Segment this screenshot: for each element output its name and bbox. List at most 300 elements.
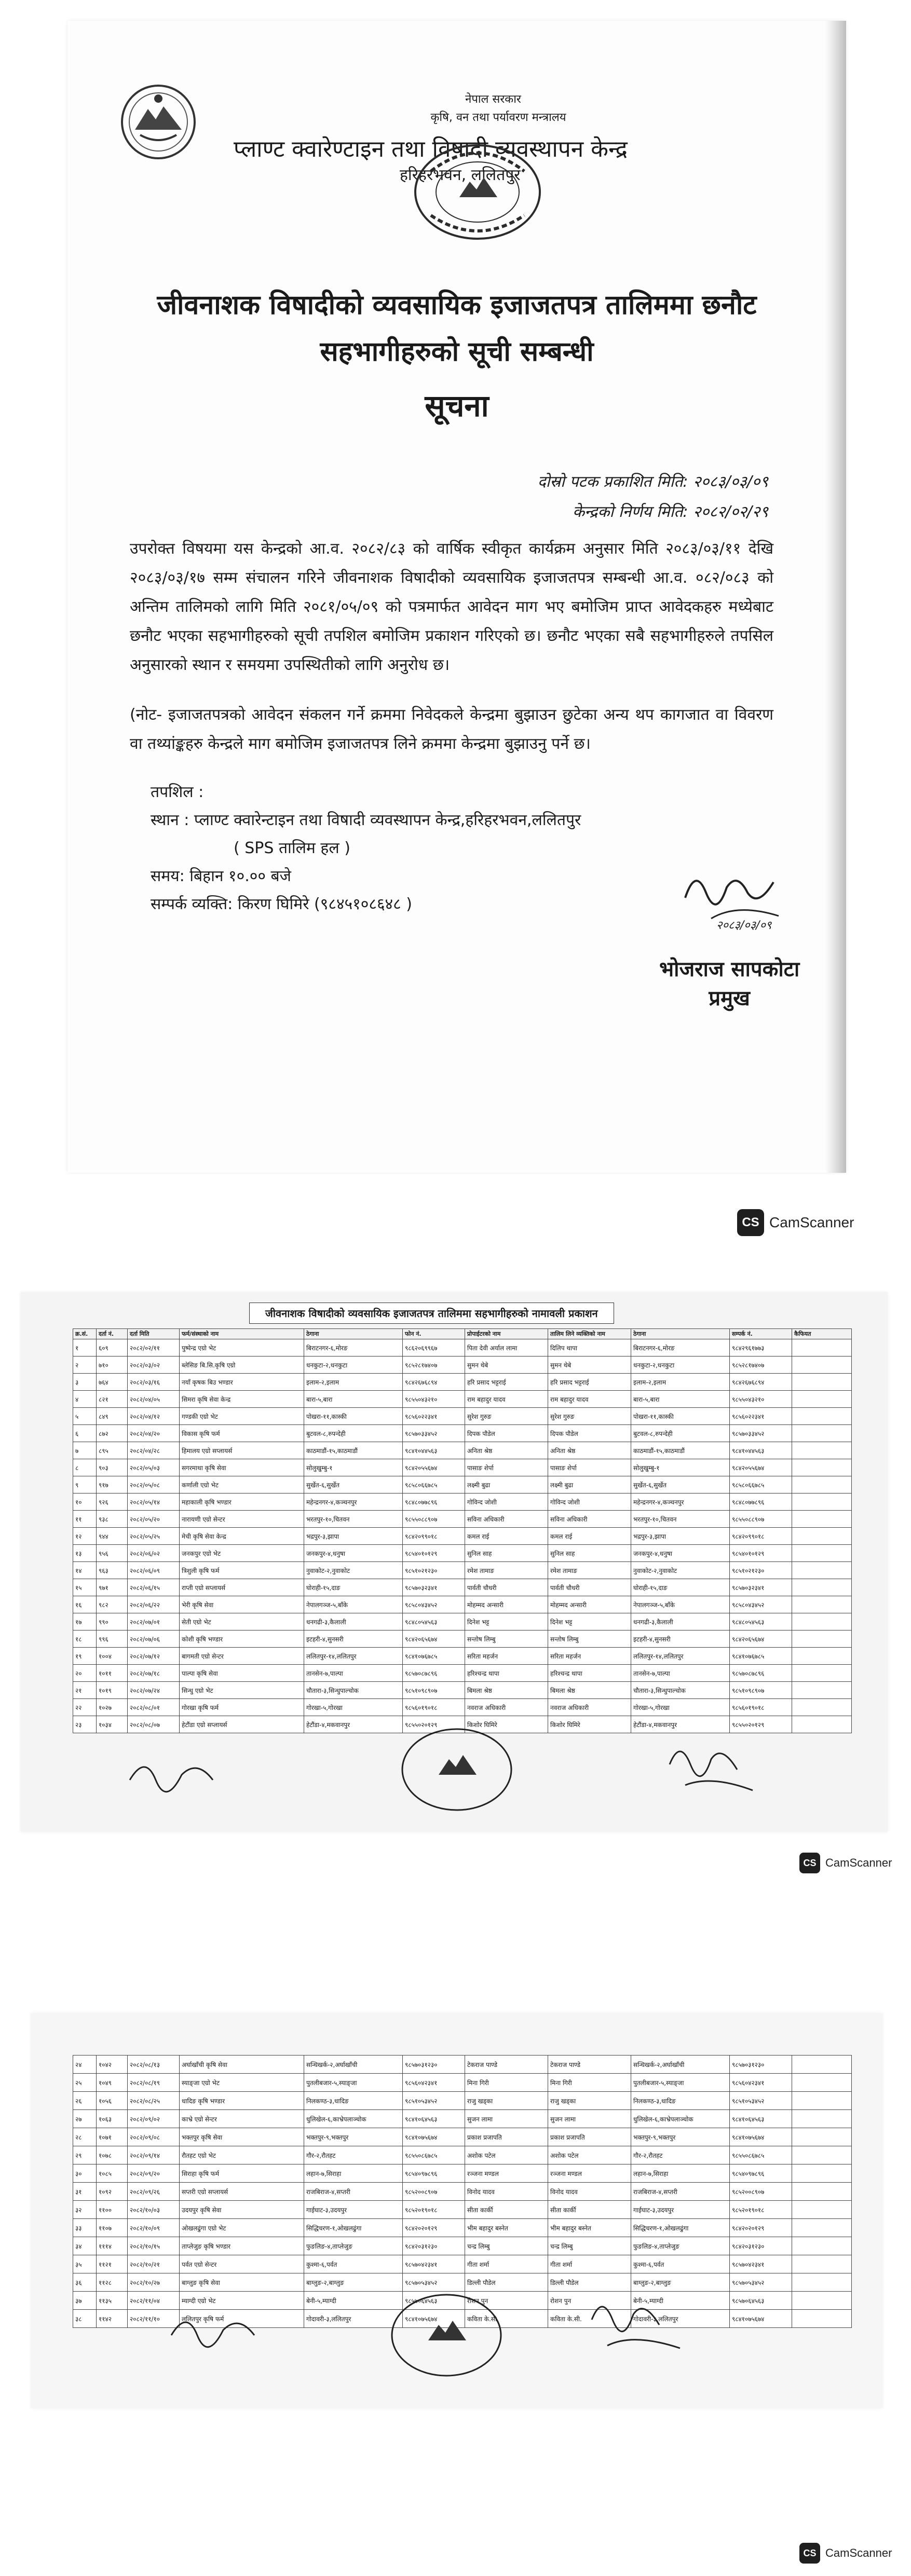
table-cell: १००४ [97,1648,128,1665]
table-row [73,1630,852,1648]
table-cell: ९८५७०५३४५२ [403,2273,465,2292]
table-cell: १०४२ [97,2056,128,2074]
table-cell: सुरेश गुरुङ [465,1408,548,1425]
table-cell: ९८५१०५३४५२ [403,2092,465,2110]
table-cell: सिराहा कृषि फर्म [180,2164,304,2183]
table-cell: २४ [73,2056,97,2074]
table-cell: जनकपुर-४,धनुषा [631,1545,730,1562]
camscanner-logo-icon: CS [799,1853,820,1873]
table-cell: सुमन थेबे [465,1356,548,1374]
table-cell: ३४ [73,2237,97,2255]
table-cell: कविता के.सी. [548,2310,631,2328]
table-cell: २९ [73,2146,97,2164]
table-cell: रञ्जना मण्डल [548,2164,631,2183]
table-cell: ११४२ [97,2310,128,2328]
table-cell [792,1476,852,1493]
table-row [73,1356,852,1374]
table-cell: पर्वत एग्रो सेन्टर [180,2255,304,2273]
table-cell [792,1596,852,1613]
office-stamp-small-icon [384,2289,509,2382]
table-cell: दिनेश भट्ट [465,1613,548,1630]
table-cell: राजबिराज-४,सप्तरी [631,2183,730,2201]
table-cell: सीता कार्की [548,2201,631,2219]
table-cell: पोखरा-११,कास्की [304,1408,403,1425]
table-cell: भरतपुर-१०,चितवन [631,1511,730,1528]
table-cell: ९८५६०४२३४१ [403,2074,465,2092]
table-cell: ९८५२८१७४०७ [730,1356,792,1374]
table-cell: डिल्ली पौडेल [465,2273,548,2292]
table-row [73,2255,852,2273]
notice-page [67,21,846,1173]
table-cell: ९८४१०७६७८५ [403,1648,465,1665]
table-cell [792,2292,852,2310]
table-cell: २०८२/०६/०२ [128,1545,180,1562]
table-cell: ९८५६०२२३४१ [730,1408,792,1425]
sign-date: २०८३/०३/०९ [716,919,772,932]
table-cell [792,2128,852,2146]
table-cell: बारा-५,बारा [304,1391,403,1408]
table-cell: रमेश तामाङ [465,1562,548,1579]
table-cell: २०८२/०३/०२ [128,1356,180,1374]
table-row [73,1528,852,1545]
table-cell: सन्धिखर्क-२,अर्घाखाँची [304,2056,403,2074]
table-cell: ९८५७०३३४५२ [730,1425,792,1442]
table-cell: रोशन पुन [465,2292,548,2310]
table-cell: मोहम्मद अन्सारी [548,1596,631,1613]
table-cell: २७ [73,2110,97,2128]
table-cell: ९६३ [97,1562,128,1579]
table-cell [792,1613,852,1630]
participant-list-page-2 [31,2013,882,2408]
table-cell: सन्तोष लिम्बु [548,1630,631,1648]
table-cell: २०८२/०५/१४ [128,1493,180,1511]
table-cell: सगरमाथा कृषि सेवा [180,1459,304,1476]
table-cell: हिमालय एग्रो सप्लायर्स [180,1442,304,1459]
table-cell: ९८४८०५४५६३ [403,1613,465,1630]
table-header-cell: फोन नं. [403,1329,465,1339]
table-cell: ८७२ [97,1425,128,1442]
table-cell: टेकराज पाण्डे [465,2056,548,2074]
table-row [73,1648,852,1665]
table-cell: ९८४८०५४५६३ [730,1613,792,1630]
table-cell: ११०० [97,2201,128,2219]
table-cell: पार्वती चौधरी [548,1579,631,1596]
table-row [73,1682,852,1699]
table-cell: ९८२ [97,1596,128,1613]
notice-note: (नोट- इजाजतपत्रको आवेदन संकलन गर्ने क्रममा निवेदकले केन्द्रमा बुझाउन छुटेका अन्य थप कागजात वा विवरण वा तथ्यांङ्कहरु केन्द्रले माग बमोजिम इजाजतपत्र लिने क्रममा केन्द्रमा बुझाउनु पर्ने छ। [130,706,773,753]
table-cell: भक्तपुर कृषि सेवा [180,2128,304,2146]
signer-name: भोजराज सापकोटा [659,957,800,981]
table-cell: ९८५५०४३२१० [403,1391,465,1408]
table-header-cell: ठेगाना [304,1329,403,1339]
table-cell: सरिता महर्जन [548,1648,631,1665]
table-cell: पुष्पेन्द्र एग्रो भेट [180,1339,304,1356]
table-cell: कमल राई [465,1528,548,1545]
table-cell: निलकण्ठ-३,धादिङ [304,2092,403,2110]
table-cell: गाईघाट-३,उदयपुर [631,2201,730,2219]
table-cell: १९ [73,1648,97,1665]
table-cell: ९८४८०७७८९६ [730,1493,792,1511]
venue-hall: ( SPS तालिम हल ) [234,839,350,857]
table-cell: ९८४२०५५६७४ [730,1459,792,1476]
table-cell [792,1493,852,1511]
table-header-cell: प्रोपाईटरको नाम [465,1329,548,1339]
table-cell: २५ [73,2074,97,2092]
table-row [73,1476,852,1493]
table-cell: नारायणी एग्रो सेन्टर [180,1511,304,1528]
table-cell: गीता शर्मा [548,2255,631,2273]
table-cell: १०३४ [97,1716,128,1733]
table-cell: भीम बहादुर बस्नेत [548,2219,631,2237]
table-cell: अर्घाखाँची कृषि सेवा [180,2056,304,2074]
table-row [73,2110,852,2128]
org-address: हरिहरभवन, ललितपुर [400,166,521,184]
table-cell: २०८२/०२/११ [128,1339,180,1356]
table-cell: ७१० [97,1356,128,1374]
table-title: जीवनाशक विषादीको व्यवसायिक इजाजतपत्र तालिममा सहभागीहरुको नामावली प्रकाशन [249,1303,614,1324]
table-cell: ९८५८०४३४५२ [403,1596,465,1613]
camscanner-label: CamScanner [825,2546,892,2559]
camscanner-label: CamScanner [825,1856,892,1869]
table-cell [792,1425,852,1442]
table-cell: सिमरा कृषि सेवा केन्द्र [180,1391,304,1408]
table-cell: ८९५ [97,1442,128,1459]
table-cell: ९८५१०२१२३० [730,1562,792,1579]
table-cell: लहान-७,सिराहा [631,2164,730,2183]
table-cell: ६ [73,1425,97,1442]
table-cell: हेटौंडा-४,मकवानपुर [304,1716,403,1733]
table-cell: ९८४१०७५६७४ [403,2310,465,2328]
table-cell: ९८४२०३१२३० [403,2237,465,2255]
signature-right-icon [659,1728,763,1801]
table-cell [792,1339,852,1356]
table-cell: तानसेन-७,पाल्पा [631,1665,730,1682]
table-cell: ९८५२०१९०१८ [403,2201,465,2219]
table-cell: मिना गिरी [465,2074,548,2092]
venue-time: समय: बिहान १०.०० बजे [151,867,291,885]
table-cell: रौतहट एग्रो भेट [180,2146,304,2164]
table-cell: सुमन थेबे [548,1356,631,1374]
table-row [73,2128,852,2146]
table-cell: २०८२/११/०४ [128,2292,180,2310]
table-cell: सन्तोष लिम्बु [465,1630,548,1648]
office-stamp-small-icon [395,1723,519,1816]
table-cell: निलकण्ठ-३,धादिङ [631,2092,730,2110]
signature-left-icon [166,2304,270,2356]
table-cell: हेटौंडा एग्रो सप्लायर्स [180,1716,304,1733]
table-cell: सुर्खेत-६,सुर्खेत [631,1476,730,1493]
table-cell: गौर-२,रौतहट [304,2146,403,2164]
table-cell [792,1699,852,1716]
table-row [73,1665,852,1682]
table-cell [792,2201,852,2219]
table-cell: सोलुखुम्बु-१ [304,1459,403,1476]
table-row [73,1511,852,1528]
table-cell: कुश्मा-६,पर्वत [304,2255,403,2273]
table-cell [792,1579,852,1596]
table-cell: ९८४८०७७८९६ [403,1493,465,1511]
table-cell: १८ [73,1630,97,1648]
table-cell: बागमती एग्रो सेन्टर [180,1648,304,1665]
table-cell [792,1391,852,1408]
table-cell: ९८५४०९७८९६ [403,2164,465,2183]
table-cell: किशोर घिमिरे [548,1716,631,1733]
table-cell [792,2056,852,2074]
table-cell: २०८२/०३/१६ [128,1374,180,1391]
table-cell: २०८२/०४/२० [128,1425,180,1442]
table-cell: बाग्लुङ कृषि सेवा [180,2273,304,2292]
table-cell: मोहम्मद अन्सारी [465,1596,548,1613]
table-cell: नवराज अधिकारी [548,1699,631,1716]
table-cell: गोरखा-५,गोरखा [304,1699,403,1716]
table-cell: ९ [73,1476,97,1493]
table-cell: ९८५५०२०१२९ [403,1716,465,1733]
table-cell: नेपालगञ्ज-५,बाँके [304,1596,403,1613]
table-cell: राम बहादुर यादव [465,1391,548,1408]
table-cell [792,1682,852,1699]
table-cell: ३५ [73,2255,97,2273]
table-cell: २ [73,1356,97,1374]
table-cell: ९८५५०८६७८५ [730,2146,792,2164]
table-cell: २०८२/०८/१९ [128,2074,180,2092]
table-cell: १ [73,1339,97,1356]
office-stamp-icon [410,140,545,244]
table-cell: सुजन लामा [548,2110,631,2128]
table-cell: बिराटनगर-६,मोरङ [304,1339,403,1356]
table-cell: राजु खड्का [548,2092,631,2110]
table-cell: २०८२/०५/०३ [128,1459,180,1476]
table-cell: जनकपुर-४,धनुषा [304,1545,403,1562]
table-cell: राजु खड्का [465,2092,548,2110]
table-cell: ९८५८०४३४५२ [730,1596,792,1613]
ministry-name: कृषि, वन तथा पर्यावरण मन्त्रालय [430,111,566,124]
table-cell: महेन्द्रनगर-४,कञ्चनपुर [631,1493,730,1511]
camscanner-label: CamScanner [769,1214,854,1230]
table-cell: राप्ती एग्रो सप्लायर्स [180,1579,304,1596]
table-cell: मिना गिरी [548,2074,631,2092]
camscanner-logo-icon: CS [799,2543,820,2564]
table-row [73,1339,852,1356]
table-cell: कविता के.सी. [465,2310,548,2328]
table-cell: ३२ [73,2201,97,2219]
table-cell [792,1665,852,1682]
table-cell: भरतपुर-१०,चितवन [304,1511,403,1528]
table-cell: ४ [73,1391,97,1408]
signature-icon [675,856,799,934]
table-cell: ११०७ [97,2219,128,2237]
table-cell: घोराही-१५,दाङ [304,1579,403,1596]
table-header-row [73,1329,852,1339]
table-cell: विकास कृषि फर्म [180,1425,304,1442]
table-cell: १०५६ [97,2092,128,2110]
org-name: प्लाण्ट क्वारेण्टाइन तथा विषादी व्यवस्थापन केन्द्र [234,136,628,162]
table-cell: अनिता श्रेष्ठ [548,1442,631,1459]
signature-right-icon [581,2283,696,2361]
table-cell: धुलिखेल-६,काभ्रेपलाञ्चोक [631,2110,730,2128]
table-cell: १७ [73,1613,97,1630]
table-cell: काठमाडौं-१५,काठमाडौं [631,1442,730,1459]
table-cell: पासाङ शेर्पा [548,1459,631,1476]
venue-details [151,778,581,919]
table-cell: काठमाडौं-१५,काठमाडौं [304,1442,403,1459]
table-cell: ओखलढुंगा एग्रो भेट [180,2219,304,2237]
camscanner-badge-3 [799,2543,892,2564]
table-cell: सिद्धिचरण-१,ओखलढुंगा [631,2219,730,2237]
table-cell: रञ्जना मण्डल [465,2164,548,2183]
tapasil-label: तपशिल : [151,783,204,801]
venue-location: स्थान : प्लाण्ट क्वारेन्टाइन तथा विषादी व्यवस्थापन केन्द्र,हरिहरभवन,ललितपुर [151,811,581,829]
table-cell [792,2146,852,2164]
table-cell: राम बहादुर यादव [548,1391,631,1408]
table-cell: ९८५७०८७८९६ [730,1665,792,1682]
table-cell: २०८२/०७/२४ [128,1682,180,1699]
table-cell: ९७१ [97,1579,128,1596]
table-cell: कुश्मा-६,पर्वत [631,2255,730,2273]
table-cell: ९८५६०१९०१८ [730,1699,792,1716]
table-cell [792,2183,852,2201]
table-cell: ९८४१०७५६७४ [730,2128,792,2146]
table-cell: सेती एग्रो भेट [180,1613,304,1630]
table-cell: प्रकाश प्रजापति [465,2128,548,2146]
table-cell: २०८२/०४/०५ [128,1391,180,1408]
table-cell: ९८५७०३१२३० [730,2056,792,2074]
table-cell [792,1648,852,1665]
table-cell: भीम बहादुर बस्नेत [465,2219,548,2237]
camscanner-badge-2 [799,1853,892,1873]
table-cell: ८२१ [97,1391,128,1408]
gov-name: नेपाल सरकार [465,93,521,106]
table-cell: इटहरी-४,सुनसरी [631,1630,730,1648]
table-cell: ९८५६०१९०१८ [403,1699,465,1716]
table-cell: ३८ [73,2310,97,2328]
table-cell: ९८५५०४३२१० [730,1391,792,1408]
table-cell: २८ [73,2128,97,2146]
table-row [73,2201,852,2219]
table-cell: पिता देवी अर्याल लामा [465,1339,548,1356]
table-cell: ७६४ [97,1374,128,1391]
table-cell: हरिश्चन्द्र थापा [548,1665,631,1682]
table-cell: अनिता श्रेष्ठ [465,1442,548,1459]
table-cell: ९८५७०४२३४१ [730,2255,792,2273]
table-cell: नवराज अधिकारी [465,1699,548,1716]
table-cell: हरि प्रसाद भट्टराई [465,1374,548,1391]
table-cell: ३० [73,2164,97,2183]
table-cell: सुरेश गुरुङ [548,1408,631,1425]
table-row [73,1442,852,1459]
table-cell: ९८५७०३२३४१ [403,1579,465,1596]
table-cell: सरिता महर्जन [465,1648,548,1665]
table-cell: पोखरा-११,कास्की [631,1408,730,1425]
table-cell: सिन्धु एग्रो भेट [180,1682,304,1699]
table-cell: ९८४२०६५६७४ [730,1630,792,1648]
table-header-cell: फर्म/संस्थाको नाम [180,1329,304,1339]
table-cell: १०११ [97,1665,128,1682]
table-cell: १५ [73,1579,97,1596]
table-cell: ९८५७०४२३४१ [403,2255,465,2273]
table-cell: बिमला श्रेष्ठ [465,1682,548,1699]
table-cell: किशोर घिमिरे [465,1716,548,1733]
table-cell: बेनी-५,म्याग्दी [304,2292,403,2310]
table-cell: ९८५६०४२३४१ [730,2074,792,2092]
table-cell: भेरी कृषि सेवा [180,1596,304,1613]
table-cell: कमल राई [548,1528,631,1545]
table-cell [792,2110,852,2128]
contact-person: सम्पर्क व्यक्ति: किरण घिमिरे (९८४५१०८६४८ ) [151,895,412,913]
table-cell: बाग्लुङ-२,बाग्लुङ [304,2273,403,2292]
table-cell: २३ [73,1716,97,1733]
table-cell: ९८५२००८९०७ [403,2183,465,2201]
table-cell: १० [73,1493,97,1511]
table-cell: पुतलीबजार-५,स्याङ्जा [304,2074,403,2092]
table-cell: लहान-७,सिराहा [304,2164,403,2183]
table-cell: १२ [73,1528,97,1545]
table-cell: इलाम-२,इलाम [631,1374,730,1391]
table-cell: २०८२/०९/२६ [128,2183,180,2201]
table-cell [792,1545,852,1562]
table-cell: दिलिप थापा [548,1339,631,1356]
table-cell: सुनिल साह [548,1545,631,1562]
table-row [73,1408,852,1425]
table-cell: २०८२/०९/०२ [128,2110,180,2128]
table-cell: धनगढी-३,कैलाली [631,1613,730,1630]
table-header-cell: ठेगाना [631,1329,730,1339]
table-row [73,1562,852,1579]
table-cell: ९८५८०६६७८५ [403,1476,465,1493]
table-cell: ९८४२०६५६७४ [403,1630,465,1648]
table-cell: ८ [73,1459,97,1476]
table-cell [792,1562,852,1579]
table-cell: गोरखा-५,गोरखा [631,1699,730,1716]
table-cell: बारा-५,बारा [631,1391,730,1408]
table-cell: भद्रपुर-३,झापा [631,1528,730,1545]
table-cell: ९८५२००८९०७ [730,2183,792,2201]
table-cell: ९८५१०९८९०७ [730,1682,792,1699]
table-cell: लक्ष्मी बुढा [465,1476,548,1493]
participant-table [73,1328,852,1733]
table-row [73,1391,852,1408]
table-cell: ब्लेसिङ बि.सि.कृषि एग्रो [180,1356,304,1374]
table-cell: २०८२/०६/०९ [128,1562,180,1579]
table-cell: घोराही-१५,दाङ [631,1579,730,1596]
table-cell: पार्वती चौधरी [465,1579,548,1596]
signer-title: प्रमुख [709,986,750,1010]
table-cell: ९८४२९६१७७३ [730,1339,792,1356]
table-cell: २१ [73,1682,97,1699]
table-cell: ९८४१०७५६७४ [730,2310,792,2328]
table-cell: ११२८ [97,2273,128,2292]
table-cell: ९८५५०८८९०७ [730,1511,792,1528]
table-cell: ९९६ [97,1630,128,1648]
table-cell: २०८२/०७/१८ [128,1665,180,1682]
table-cell: ९८५१०५३४५२ [730,2092,792,2110]
table-cell: १६ [73,1596,97,1613]
camscanner-badge [737,1209,854,1236]
table-cell: २०८२/०७/०६ [128,1630,180,1648]
table-cell: बिराटनगर-६,मोरङ [631,1339,730,1356]
table-cell: काभ्रे एग्रो सेन्टर [180,2110,304,2128]
table-cell: २२ [73,1699,97,1716]
table-cell: २०८२/०६/२२ [128,1596,180,1613]
table-cell: चौतारा-३,सिन्धुपाल्चोक [304,1682,403,1699]
table-cell: १०६३ [97,2110,128,2128]
table-cell: ९८४२६७६८९४ [730,1374,792,1391]
table-cell: उदयपुर कृषि सेवा [180,2201,304,2219]
table-cell: ९८५७०३३४५२ [403,1425,465,1442]
table-cell: ९८५४०१०१२९ [403,1545,465,1562]
table-row [73,1425,852,1442]
table-cell: ९८४२०५५६७४ [403,1459,465,1476]
table-cell: सिद्धिचरण-१,ओखलढुंगा [304,2219,403,2237]
